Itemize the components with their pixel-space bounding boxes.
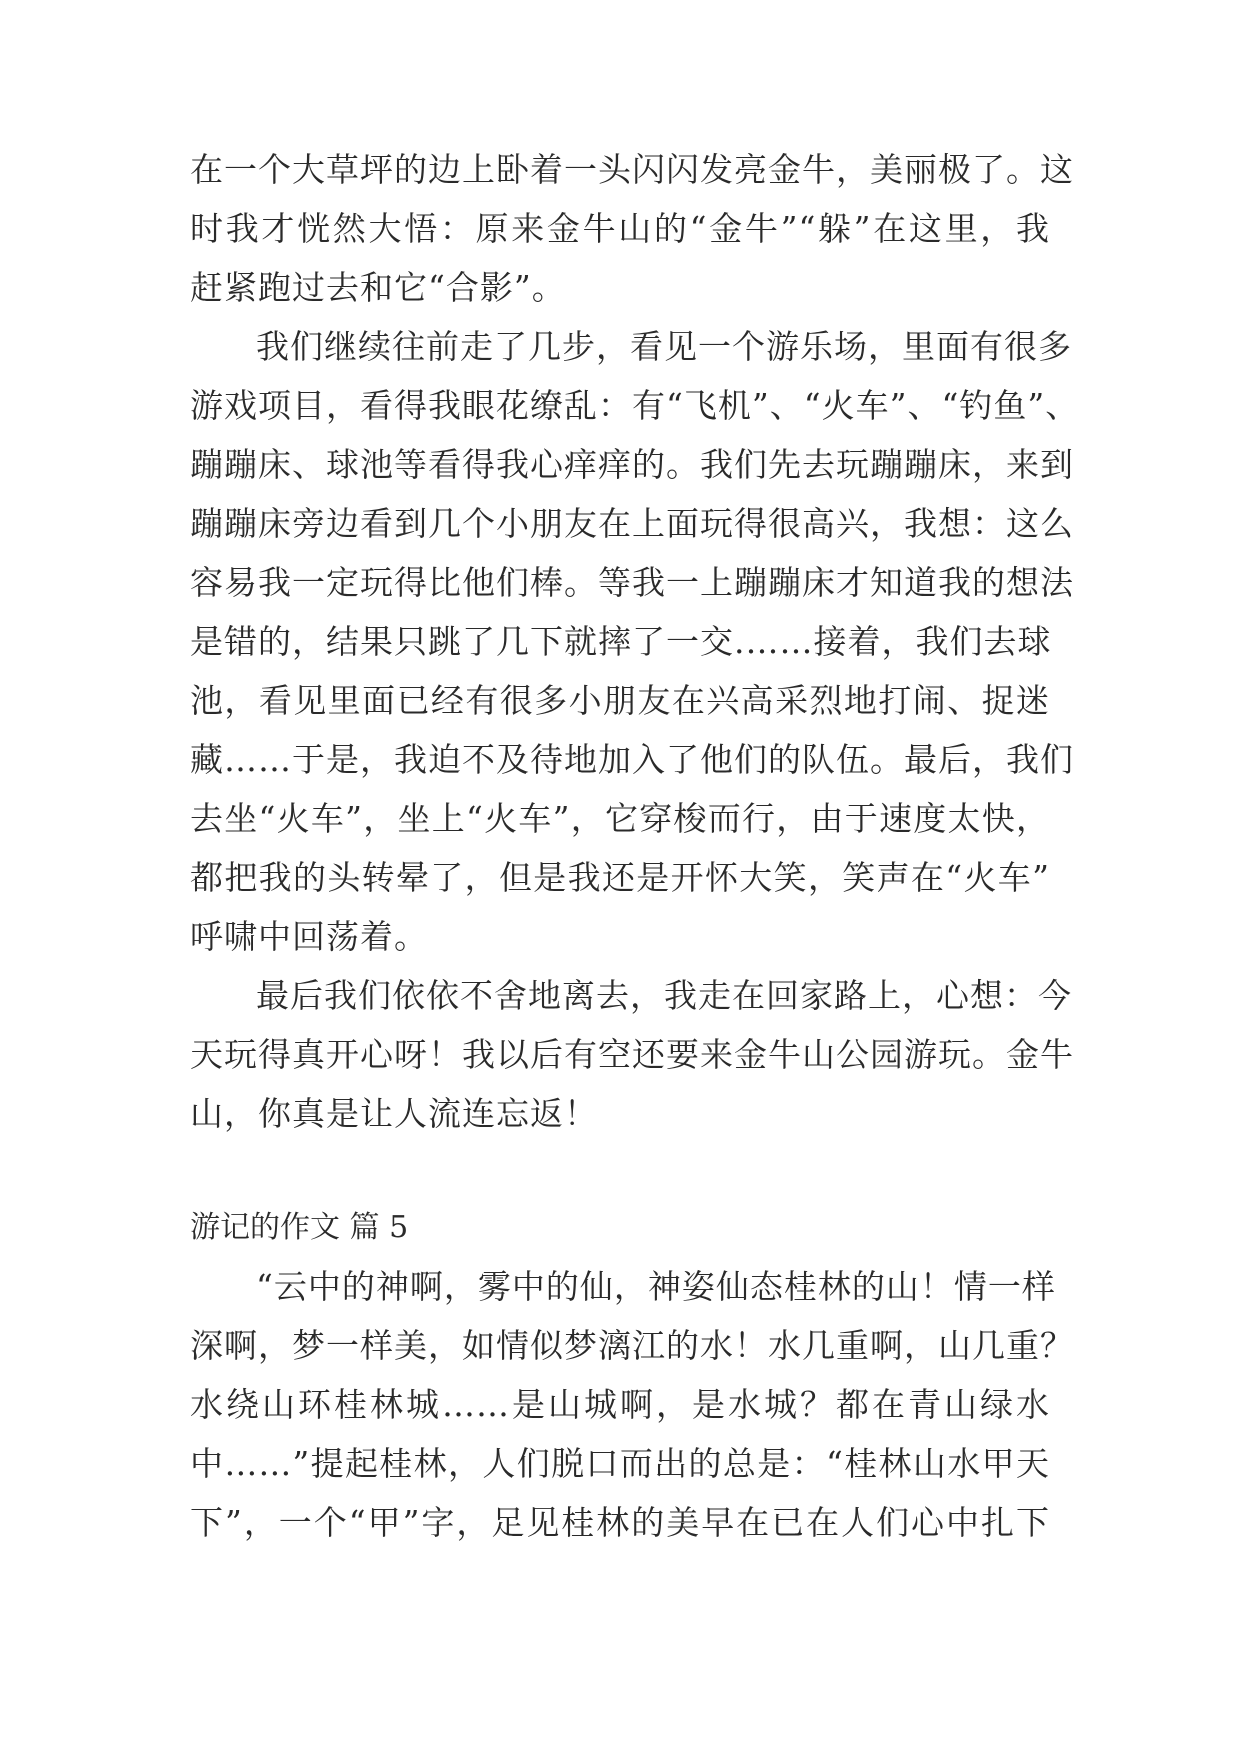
- paragraph-line: 天玩得真开心呀！我以后有空还要来金牛山公园游玩。金牛: [190, 1035, 1074, 1074]
- paragraph-line: 水绕山环桂林城……是山城啊，是水城？都在青山绿水: [190, 1385, 1050, 1424]
- paragraph-line: 在一个大草坪的边上卧着一头闪闪发亮金牛，美丽极了。这: [190, 150, 1074, 189]
- paragraph-line: 赶紧跑过去和它“合影”。: [190, 268, 566, 307]
- paragraph-line: 中……”提起桂林，人们脱口而出的总是：“桂林山水甲天: [190, 1444, 1050, 1483]
- paragraph-line: 去坐“火车”，坐上“火车”，它穿梭而行，由于速度太快，: [190, 799, 1050, 838]
- paragraph-line: 藏……于是，我迫不及待地加入了他们的队伍。最后，我们: [190, 740, 1074, 779]
- paragraph-line: 蹦蹦床旁边看到几个小朋友在上面玩得很高兴，我想：这么: [190, 504, 1074, 543]
- paragraph-line: 是错的，结果只跳了几下就摔了一交.……接着，我们去球: [190, 622, 1052, 661]
- paragraph-line: 呼啸中回荡着。: [190, 917, 428, 956]
- paragraph-line: 深啊，梦一样美，如情似梦漓江的水！水几重啊，山几重？: [190, 1326, 1074, 1365]
- paragraph-line: 容易我一定玩得比他们棒。等我一上蹦蹦床才知道我的想法: [190, 563, 1074, 602]
- paragraph-line: “云中的神啊，雾中的仙，神姿仙态桂林的山！情一样: [256, 1267, 1056, 1306]
- paragraph-line: 我们继续往前走了几步，看见一个游乐场，里面有很多: [256, 327, 1072, 366]
- paragraph-line: 最后我们依依不舍地离去，我走在回家路上，心想：今: [256, 976, 1072, 1015]
- paragraph-line: 池，看见里面已经有很多小朋友在兴高采烈地打闹、捉迷: [190, 681, 1050, 720]
- paragraph-line: 下”，一个“甲”字，足见桂林的美早在已在人们心中扎下: [190, 1503, 1050, 1542]
- section-heading: 游记的作文 篇 5: [190, 1210, 409, 1245]
- paragraph-line: 山，你真是让人流连忘返！: [190, 1094, 598, 1133]
- paragraph-line: 都把我的头转晕了，但是我还是开怀大笑，笑声在“火车”: [190, 858, 1050, 897]
- paragraph-line: 蹦蹦床、球池等看得我心痒痒的。我们先去玩蹦蹦床，来到: [190, 445, 1074, 484]
- paragraph-line: 时我才恍然大悟：原来金牛山的“金牛”“躲”在这里，我: [190, 209, 1050, 248]
- paragraph-line: 游戏项目，看得我眼花缭乱：有“飞机”、“火车”、“钓鱼”、: [190, 386, 1080, 425]
